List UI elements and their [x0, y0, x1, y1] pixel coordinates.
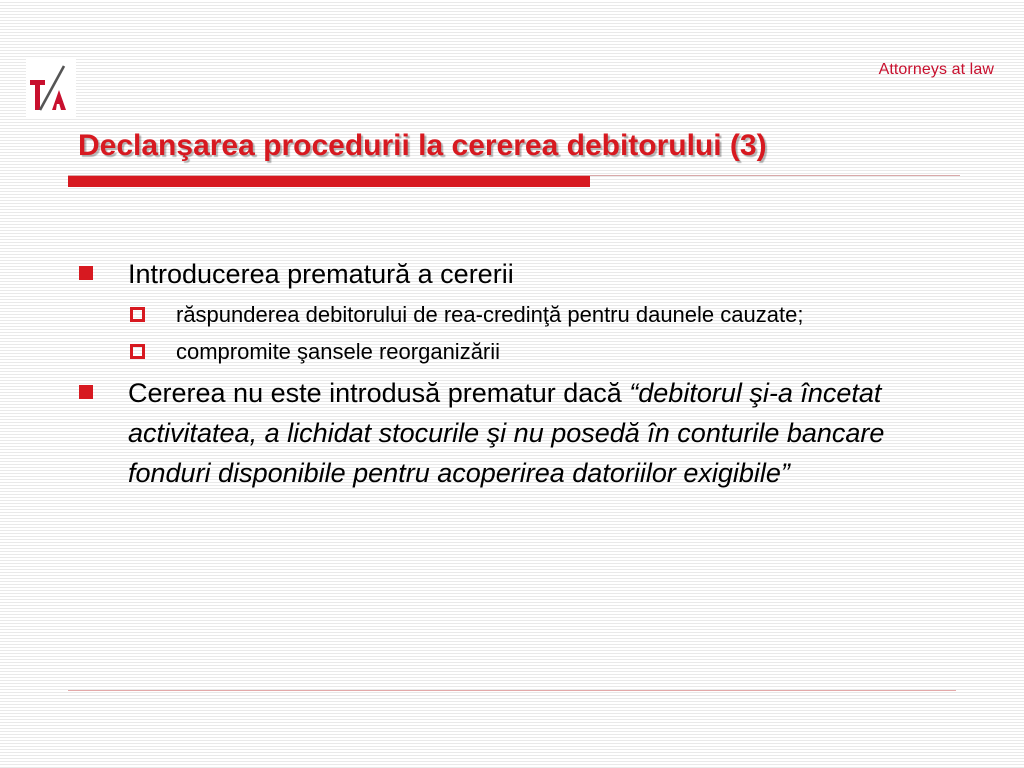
bullet-quote: “debitorul şi-a încetat activitatea, a lichidat stocurile şi nu posedă în conturile bancare fonduri disponibile pentru acoperirea datoriilor exigibile” [128, 378, 885, 488]
bullet-text: Cererea nu este introdusă prematur dacă [128, 378, 630, 408]
tagline: Attorneys at law [878, 61, 994, 78]
slide-content [76, 254, 966, 493]
bullet-text: Introducerea prematură a cererii [128, 259, 514, 289]
bullet-item [76, 254, 966, 294]
title-divider-accent [68, 176, 590, 187]
bullet-item [76, 373, 958, 493]
sub-bullet-text: compromite şansele reorganizării [176, 339, 501, 364]
sub-bullet-text: răspunderea debitorului de rea-credinţă pentru daunele cauzate; [176, 302, 804, 327]
sub-bullet-item [76, 337, 966, 366]
ta-logo-icon [26, 59, 76, 119]
hollow-square-bullet-icon [130, 307, 145, 322]
slide-title: Declanşarea procedurii la cererea debitorului (3) [78, 129, 767, 162]
filled-square-bullet-icon [79, 266, 93, 280]
sub-bullet-item [76, 300, 966, 329]
ta-logo-graphic [26, 59, 76, 119]
hollow-square-bullet-icon [130, 344, 145, 359]
filled-square-bullet-icon [79, 385, 93, 399]
footer-divider [68, 690, 956, 691]
